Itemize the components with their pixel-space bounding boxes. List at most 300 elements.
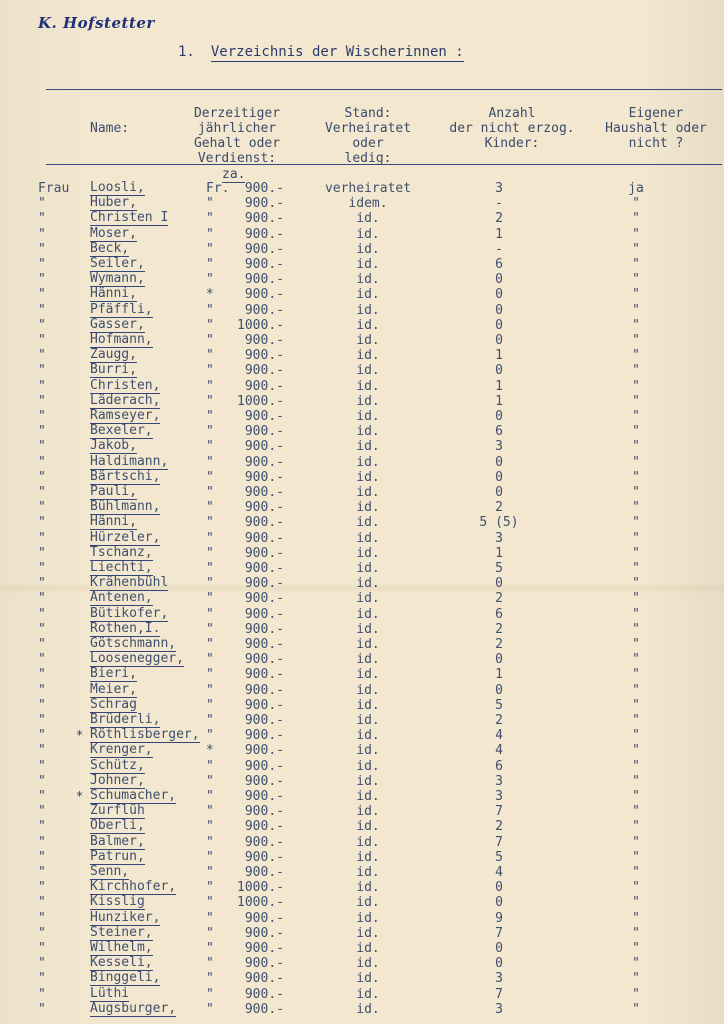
salary-cell: 900.- [244, 971, 284, 987]
table-row [0, 318, 724, 333]
status-cell: id. [356, 393, 380, 409]
table-row [0, 531, 724, 546]
title-cell: " [38, 393, 46, 409]
children-cell: 6 [495, 424, 503, 440]
household-cell: " [632, 576, 640, 592]
table-row [0, 971, 724, 986]
salary-cell: 900.- [244, 257, 284, 272]
title-cell: " [38, 956, 46, 972]
household-cell: " [632, 348, 640, 364]
title-cell: " [38, 363, 46, 379]
salary-cell: 900.- [244, 773, 284, 789]
title-cell: " [38, 469, 46, 485]
status-cell: id. [356, 241, 380, 257]
household-cell: " [632, 424, 640, 440]
salary-cell: 900.- [244, 682, 284, 698]
household-cell: " [632, 880, 640, 896]
title-cell: " [38, 378, 46, 394]
title-cell: " [38, 241, 46, 257]
salary-cell: 900.- [244, 728, 284, 744]
title-cell: " [38, 211, 46, 227]
title-cell: " [38, 515, 46, 531]
salary-cell: 900.- [244, 454, 284, 470]
household-cell: " [632, 789, 640, 804]
ditto-cell: " [206, 621, 214, 637]
name-cell: Tschanz, [90, 544, 153, 560]
header-children-line: Kinder: [484, 136, 540, 151]
name-cell: Schrag [90, 696, 137, 712]
children-cell: 7 [495, 804, 503, 820]
table-row [0, 500, 724, 515]
salary-cell: 900.- [244, 910, 284, 926]
children-cell: 0 [495, 333, 503, 348]
status-cell: id. [356, 333, 380, 348]
header-bottom-rule [46, 164, 722, 165]
ditto-cell: " [206, 758, 214, 774]
status-cell: id. [356, 895, 380, 911]
household-cell: " [632, 211, 640, 227]
ditto-cell: " [206, 515, 214, 531]
household-cell: " [632, 454, 640, 470]
salary-cell: 900.- [244, 530, 284, 546]
header-status [316, 106, 420, 166]
name-cell: Christen, [90, 377, 161, 393]
name-cell: Wymann, [90, 271, 145, 287]
ditto-cell: " [206, 637, 214, 652]
name-cell: Hänni, [90, 286, 137, 302]
status-cell: id. [356, 302, 380, 318]
ditto-cell: * [206, 287, 214, 303]
ditto-cell: " [206, 682, 214, 698]
header-salary [184, 106, 290, 166]
table-row [0, 850, 724, 865]
header-children [438, 106, 586, 151]
children-cell: 0 [495, 469, 503, 485]
table-row [0, 546, 724, 561]
children-cell: - [495, 196, 503, 212]
salary-cell: 900.- [244, 697, 284, 713]
table-row [0, 424, 724, 439]
salary-cell: 900.- [244, 834, 284, 850]
household-cell: " [632, 317, 640, 333]
table-row [0, 242, 724, 257]
table-row [0, 379, 724, 394]
name-cell: Lüthi [90, 985, 130, 1001]
ditto-cell: " [206, 591, 214, 607]
title-cell: " [38, 743, 46, 759]
name-cell: Christen I [90, 210, 169, 226]
name-cell: Götschmann, [90, 636, 177, 651]
children-cell: 1 [495, 393, 503, 409]
household-cell: " [632, 409, 640, 424]
household-cell: " [632, 272, 640, 288]
name-cell: Binggeli, [90, 970, 161, 986]
salary-cell: 900.- [244, 348, 284, 364]
mark-cell: * [76, 789, 84, 803]
title-cell: " [38, 804, 46, 820]
name-cell: Jakob, [90, 438, 137, 454]
title-cell: " [38, 652, 46, 668]
name-cell: Rothen,I. [90, 620, 161, 636]
status-cell: id. [356, 834, 380, 850]
ditto-cell: " [206, 485, 214, 500]
salary-cell: 900.- [244, 241, 284, 257]
salary-cell: 900.- [244, 956, 284, 972]
salary-cell: 900.- [244, 865, 284, 880]
status-cell: id. [356, 363, 380, 379]
household-cell: " [632, 226, 640, 242]
table-row [0, 759, 724, 774]
salary-cell: 900.- [244, 333, 284, 348]
table-row [0, 227, 724, 242]
status-cell: id. [356, 773, 380, 789]
ditto-cell: " [206, 713, 214, 728]
status-cell: id. [356, 941, 380, 956]
status-cell: id. [356, 591, 380, 607]
title-cell: " [38, 865, 46, 880]
salary-cell: 900.- [244, 378, 284, 394]
header-salary-line: Derzeitiger [193, 106, 281, 121]
table-row [0, 698, 724, 713]
name-cell: Brüderli, [90, 712, 161, 727]
title-cell: " [38, 576, 46, 592]
household-cell: " [632, 1001, 640, 1017]
status-cell: id. [356, 667, 380, 683]
ditto-cell: " [206, 302, 214, 318]
salary-cell: 900.- [244, 439, 284, 455]
status-cell: id. [356, 439, 380, 455]
table-row [0, 987, 724, 1002]
table-row [0, 591, 724, 606]
children-cell: 0 [495, 363, 503, 379]
status-cell: id. [356, 865, 380, 880]
children-cell: 2 [495, 211, 503, 227]
title-cell: " [38, 849, 46, 865]
children-cell: 2 [495, 819, 503, 835]
children-cell: 5 [495, 697, 503, 713]
table-row [0, 819, 724, 834]
status-cell: id. [356, 485, 380, 500]
title-cell: " [38, 424, 46, 440]
status-cell: id. [356, 728, 380, 744]
household-cell: " [632, 500, 640, 516]
status-cell: id. [356, 409, 380, 424]
children-cell: 6 [495, 257, 503, 272]
ditto-cell: " [206, 211, 214, 227]
children-cell: 0 [495, 941, 503, 956]
header-salary-line: Verdienst: [197, 151, 277, 166]
children-cell: 7 [495, 986, 503, 1002]
ditto-cell: " [206, 1001, 214, 1017]
name-cell: Bühlmann, [90, 499, 161, 515]
name-cell: Oberli, [90, 818, 145, 834]
status-cell: id. [356, 804, 380, 820]
title-cell: " [38, 971, 46, 987]
ditto-cell: " [206, 241, 214, 257]
table-row [0, 804, 724, 819]
status-cell: id. [356, 530, 380, 546]
household-cell: " [632, 363, 640, 379]
name-cell: Ramseyer, [90, 408, 161, 423]
salary-cell: 900.- [244, 667, 284, 683]
name-cell: Loosenegger, [90, 651, 184, 667]
header-top-rule [46, 89, 722, 90]
header-children-line: Anzahl [488, 106, 536, 121]
salary-cell: 1000.- [237, 393, 284, 409]
table-row [0, 485, 724, 500]
household-cell: " [632, 241, 640, 257]
table-row [0, 333, 724, 348]
table-row [0, 303, 724, 318]
children-cell: 4 [495, 743, 503, 759]
table-row [0, 865, 724, 880]
title-cell: " [38, 606, 46, 622]
children-cell: 6 [495, 758, 503, 774]
table-row [0, 880, 724, 895]
header-salary-extra: za. [222, 167, 246, 182]
status-cell: id. [356, 621, 380, 637]
status-cell: id. [356, 606, 380, 622]
ditto-cell: " [206, 941, 214, 956]
ditto-cell: " [206, 530, 214, 546]
salary-cell: 900.- [244, 925, 284, 941]
ditto-cell: " [206, 576, 214, 592]
children-cell: 0 [495, 409, 503, 424]
title-cell: " [38, 667, 46, 683]
title-cell: " [38, 591, 46, 607]
salary-cell: 900.- [244, 804, 284, 820]
name-cell: Krenger, [90, 742, 153, 758]
table-row [0, 622, 724, 637]
household-cell: " [632, 621, 640, 637]
status-cell: id. [356, 515, 380, 531]
title-cell: " [38, 348, 46, 364]
ditto-cell: " [206, 773, 214, 789]
household-cell: " [632, 697, 640, 713]
household-cell: " [632, 834, 640, 850]
ditto-cell: " [206, 986, 214, 1002]
status-cell: id. [356, 469, 380, 485]
children-cell: - [495, 241, 503, 257]
name-cell: Liechti, [90, 560, 153, 575]
salary-cell: 900.- [244, 591, 284, 607]
household-cell: ja [628, 181, 644, 196]
status-cell: id. [356, 910, 380, 926]
children-cell: 2 [495, 637, 503, 652]
name-cell: Seiler, [90, 256, 145, 271]
salary-cell: 900.- [244, 196, 284, 212]
table-row [0, 409, 724, 424]
children-cell: 2 [495, 591, 503, 607]
name-cell: Hürzeler, [90, 529, 161, 545]
salary-cell: 900.- [244, 211, 284, 227]
title-cell: " [38, 561, 46, 576]
name-cell: Hunziker, [90, 909, 161, 925]
children-cell: 3 [495, 530, 503, 546]
table-row [0, 211, 724, 226]
ditto-cell: " [206, 317, 214, 333]
ditto-cell: " [206, 728, 214, 744]
children-cell: 0 [495, 895, 503, 911]
salary-cell: 900.- [244, 409, 284, 424]
household-cell: " [632, 545, 640, 561]
page-title [178, 44, 464, 60]
ditto-cell: " [206, 561, 214, 576]
name-cell: Pauli, [90, 484, 137, 499]
household-cell: " [632, 606, 640, 622]
salary-cell: 900.- [244, 637, 284, 652]
title-cell: Frau [38, 181, 70, 196]
salary-cell: 900.- [244, 485, 284, 500]
title-cell: " [38, 713, 46, 728]
household-cell: " [632, 971, 640, 987]
children-cell: 1 [495, 545, 503, 561]
salary-cell: 900.- [244, 181, 284, 196]
salary-cell: 900.- [244, 424, 284, 440]
status-cell: id. [356, 819, 380, 835]
mark-cell: * [76, 728, 84, 743]
children-cell: 0 [495, 956, 503, 972]
household-cell: " [632, 530, 640, 546]
household-cell: " [632, 804, 640, 820]
status-cell: id. [356, 545, 380, 561]
status-cell: id. [356, 454, 380, 470]
salary-cell: 900.- [244, 561, 284, 576]
household-cell: " [632, 652, 640, 668]
ditto-cell: " [206, 469, 214, 485]
table-row [0, 835, 724, 850]
header-status-line: Verheiratet [324, 121, 412, 136]
status-cell: id. [356, 226, 380, 242]
ditto-cell: " [206, 667, 214, 683]
household-cell: " [632, 561, 640, 576]
title-cell: " [38, 196, 46, 212]
name-cell: Kirchhofer, [90, 879, 177, 895]
name-cell: Huber, [90, 195, 137, 211]
household-cell: " [632, 393, 640, 409]
ditto-cell: " [206, 652, 214, 668]
salary-cell: 900.- [244, 941, 284, 956]
ditto-cell: " [206, 819, 214, 835]
salary-cell: 900.- [244, 758, 284, 774]
children-cell: 3 [495, 773, 503, 789]
salary-cell: 900.- [244, 287, 284, 303]
status-cell: id. [356, 758, 380, 774]
status-cell: id. [356, 257, 380, 272]
table-row [0, 941, 724, 956]
title-cell: " [38, 925, 46, 941]
household-cell: " [632, 819, 640, 835]
title-cell: " [38, 409, 46, 424]
name-cell: Wilhelm, [90, 940, 153, 955]
name-cell: Schütz, [90, 757, 145, 773]
ditto-cell: " [206, 865, 214, 880]
name-cell: Krähenbühl [90, 575, 169, 591]
household-cell: " [632, 637, 640, 652]
children-cell: 9 [495, 910, 503, 926]
status-cell: id. [356, 500, 380, 516]
name-cell: Johner, [90, 772, 145, 788]
status-cell: id. [356, 317, 380, 333]
title-cell: " [38, 545, 46, 561]
status-cell: id. [356, 682, 380, 698]
ditto-cell: " [206, 804, 214, 820]
status-cell: id. [356, 971, 380, 987]
children-cell: 3 [495, 971, 503, 987]
ditto-cell: " [206, 257, 214, 272]
name-cell: Steiner, [90, 924, 153, 940]
name-cell: Schumacher, [90, 788, 177, 803]
salary-cell: 900.- [244, 363, 284, 379]
title-number: 1. [178, 44, 195, 60]
household-cell: " [632, 439, 640, 455]
title-cell: " [38, 439, 46, 455]
salary-cell: 900.- [244, 743, 284, 759]
title-cell: " [38, 986, 46, 1002]
household-cell: " [632, 302, 640, 318]
header-salary-line: jährlicher [197, 121, 277, 136]
name-cell: Senn, [90, 864, 130, 879]
household-cell: " [632, 469, 640, 485]
name-cell: Meier, [90, 681, 137, 697]
title-cell: " [38, 758, 46, 774]
ditto-cell: " [206, 424, 214, 440]
table-row [0, 394, 724, 409]
title-cell: " [38, 1001, 46, 1017]
status-cell: id. [356, 986, 380, 1002]
title-cell: " [38, 910, 46, 926]
status-cell: id. [356, 697, 380, 713]
status-cell: id. [356, 1001, 380, 1017]
title-cell: " [38, 895, 46, 911]
ditto-cell: " [206, 789, 214, 804]
children-cell: 7 [495, 834, 503, 850]
children-cell: 1 [495, 226, 503, 242]
title-cell: " [38, 789, 46, 804]
household-cell: " [632, 591, 640, 607]
table-row [0, 439, 724, 454]
title-cell: " [38, 637, 46, 652]
name-cell: Loosli, [90, 180, 145, 195]
ditto-cell: " [206, 834, 214, 850]
salary-cell: 900.- [244, 515, 284, 531]
status-cell: id. [356, 576, 380, 592]
title-cell: " [38, 697, 46, 713]
household-cell: " [632, 728, 640, 744]
name-cell: Hofmann, [90, 332, 153, 347]
children-cell: 5 [495, 849, 503, 865]
table-row [0, 743, 724, 758]
name-cell: Burri, [90, 362, 137, 378]
table-row [0, 561, 724, 576]
status-cell: id. [356, 211, 380, 227]
table-row [0, 713, 724, 728]
header-name: Name: [90, 121, 130, 136]
household-cell: " [632, 849, 640, 865]
status-cell: id. [356, 652, 380, 668]
status-cell: id. [356, 743, 380, 759]
header-household-line: nicht ? [628, 136, 684, 151]
name-cell: Beck, [90, 240, 130, 256]
children-cell: 5 [495, 561, 503, 576]
salary-cell: 900.- [244, 469, 284, 485]
title-cell: " [38, 728, 46, 744]
status-cell: id. [356, 713, 380, 728]
children-cell: 0 [495, 485, 503, 500]
ditto-cell: " [206, 971, 214, 987]
table-row [0, 363, 724, 378]
name-cell: Hänni, [90, 514, 137, 530]
